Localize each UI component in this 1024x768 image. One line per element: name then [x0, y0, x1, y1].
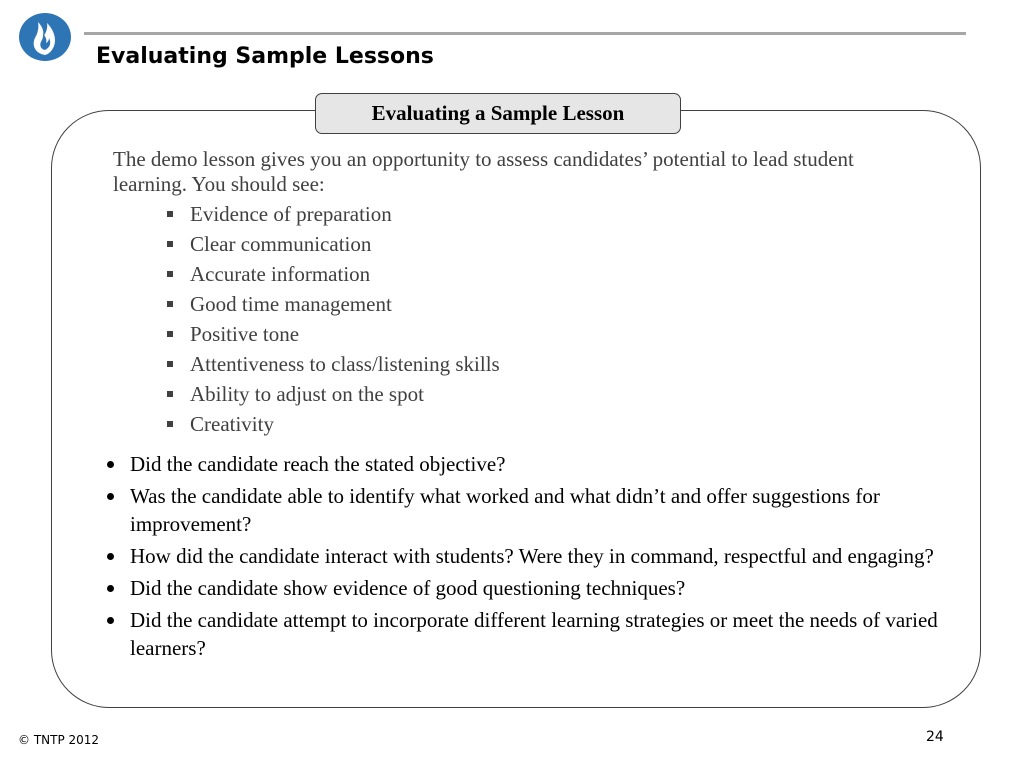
checklist-item — [163, 349, 500, 379]
checklist-item-text: Good time management — [190, 292, 392, 316]
flame-logo-icon — [18, 12, 72, 62]
question-text: Was the candidate able to identify what worked and what didn’t and offer suggestions for improvement? — [130, 484, 880, 536]
square-bullet-icon — [167, 241, 173, 247]
question-list — [105, 450, 965, 666]
question-text: How did the candidate interact with students? Were they in command, respectful and engaging? — [130, 544, 934, 568]
round-bullet-icon — [107, 585, 114, 592]
checklist-item — [163, 289, 500, 319]
checklist-item-text: Accurate information — [190, 262, 371, 286]
square-bullet-icon — [167, 421, 173, 427]
checklist-item-text: Evidence of preparation — [190, 202, 392, 226]
question-item — [105, 606, 965, 662]
page-number: 24 — [926, 729, 944, 745]
square-bullet-icon — [167, 391, 173, 397]
square-bullet-icon — [167, 361, 173, 367]
panel-heading: Evaluating a Sample Lesson — [315, 93, 681, 134]
square-bullet-icon — [167, 301, 173, 307]
checklist — [163, 199, 500, 439]
checklist-item — [163, 379, 500, 409]
intro-text: The demo lesson gives you an opportunity to assess candidates’ potential to lead student learning. You should see: — [113, 147, 854, 196]
checklist-item — [163, 259, 500, 289]
checklist-item — [163, 319, 500, 349]
checklist-item-text: Ability to adjust on the spot — [190, 382, 424, 406]
square-bullet-icon — [167, 211, 173, 217]
square-bullet-icon — [167, 271, 173, 277]
square-bullet-icon — [167, 331, 173, 337]
question-item — [105, 482, 965, 538]
checklist-item-text: Attentiveness to class/listening skills — [190, 352, 500, 376]
checklist-item-text: Clear communication — [190, 232, 372, 256]
checklist-item-text: Creativity — [190, 412, 274, 436]
question-text: Did the candidate reach the stated objective? — [130, 452, 506, 476]
question-text: Did the candidate attempt to incorporate different learning strategies or meet the needs of varied learners? — [130, 608, 938, 660]
round-bullet-icon — [107, 461, 114, 468]
title-divider — [84, 32, 966, 35]
page-title: Evaluating Sample Lessons — [96, 44, 434, 69]
round-bullet-icon — [107, 617, 114, 624]
checklist-item — [163, 199, 500, 229]
copyright-notice: © TNTP 2012 — [18, 733, 100, 747]
question-text: Did the candidate show evidence of good questioning techniques? — [130, 576, 686, 600]
round-bullet-icon — [107, 553, 114, 560]
checklist-item-text: Positive tone — [190, 322, 300, 346]
checklist-item — [163, 409, 500, 439]
checklist-item — [163, 229, 500, 259]
round-bullet-icon — [107, 493, 114, 500]
question-item — [105, 450, 965, 478]
question-item — [105, 574, 965, 602]
question-item — [105, 542, 965, 570]
